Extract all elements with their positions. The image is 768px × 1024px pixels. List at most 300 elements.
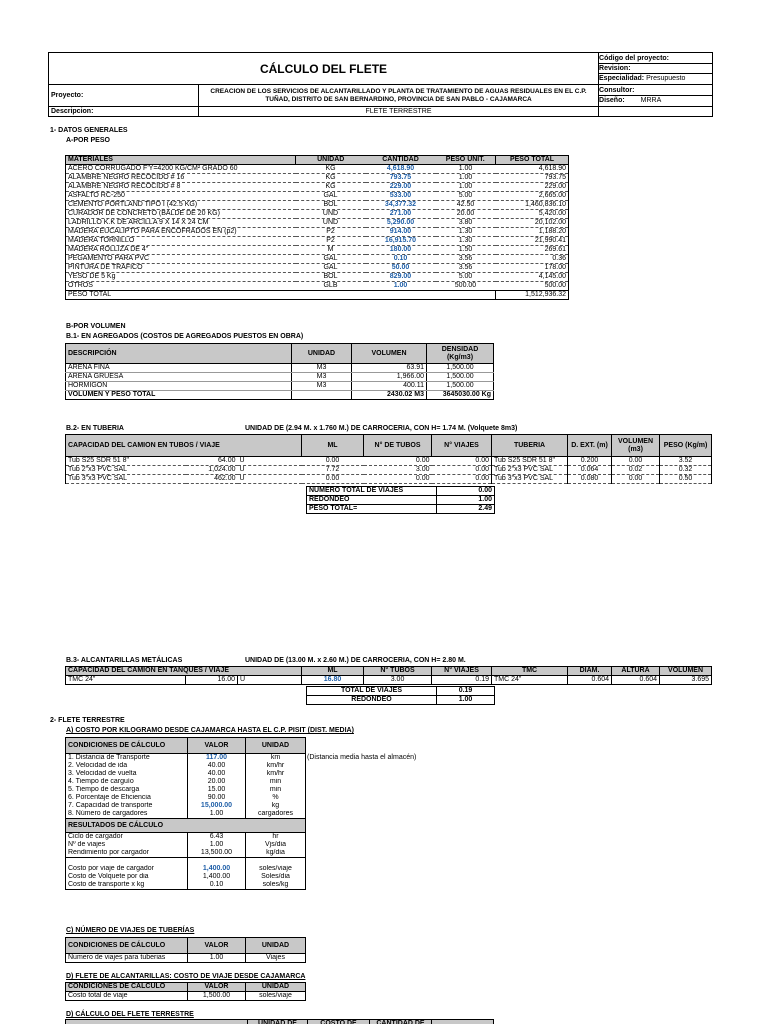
culvert-cost-table xyxy=(65,982,306,1001)
cell-volumen: 0.00 xyxy=(612,475,660,484)
cell-peso-unit: 3.56 xyxy=(436,264,496,273)
cell-peso-total: 793.75 xyxy=(496,174,569,183)
cell-unit: U xyxy=(238,466,302,475)
col-altura: ALTURA xyxy=(612,667,660,676)
cell-tubos: 3.00 xyxy=(364,466,432,475)
cell-viajes: 0.00 xyxy=(432,457,492,466)
cell-unit: U xyxy=(238,676,302,685)
pipe-trips-table xyxy=(65,937,306,963)
table-row xyxy=(66,237,569,246)
table-row xyxy=(66,873,306,881)
cell-label: 2. Velocidad de ida xyxy=(66,762,188,770)
sectionB2-title: B.2- EN TUBERIA xyxy=(66,425,124,432)
cell-tmc-name: TMC 24" xyxy=(66,676,186,685)
cell-capacity: 16.00 xyxy=(186,676,238,685)
cell-peso-total: 4,145.00 xyxy=(496,273,569,282)
col-peso-unit: PESO UNIT. xyxy=(436,156,496,165)
materials-body xyxy=(66,165,569,291)
cell-label: Numero de viajes para tuberias xyxy=(66,954,188,963)
table-row xyxy=(66,457,712,466)
table-row xyxy=(66,676,712,685)
table-row xyxy=(66,841,306,849)
table-row xyxy=(66,273,569,282)
col-densidad: DENSIDAD (Kg/m3) xyxy=(427,344,494,364)
cell-unit: cargadores xyxy=(246,810,306,819)
cell-value: 13,500.00 xyxy=(188,849,246,858)
cell-material: ALAMBRE NEGRO RECOCIDO # 8 xyxy=(66,183,296,192)
col-materiales: MATERIALES xyxy=(66,156,296,165)
col-unidad: UNIDAD xyxy=(296,156,366,165)
section2-a-title: A) COSTO POR KILOGRAMO DESDE CAJAMARCA HASTA EL C.P. PISIT (DIST. MEDIA) xyxy=(66,727,354,734)
total-viajes-label: TOTAL DE VIAJES xyxy=(307,687,437,696)
peso-total-value: 1,512,936.32 xyxy=(496,291,569,300)
especialidad-value: Presupuesto xyxy=(646,74,686,82)
col-unidad-de: UNIDAD DE xyxy=(248,1020,308,1024)
cell-altura: 0.604 xyxy=(612,676,660,685)
cell-label: 6. Porcentaje de Eficiencia xyxy=(66,794,188,802)
cell-material: PEGAMENTO PARA PVC xyxy=(66,255,296,264)
cell-label: Costo total de viaje xyxy=(66,992,188,1001)
table-row xyxy=(66,992,306,1001)
cell-value: 40.00 xyxy=(188,762,246,770)
cell-unit: U xyxy=(238,457,302,466)
cell-unidad: M3 xyxy=(292,373,352,382)
cell-value: 1.00 xyxy=(188,841,246,849)
section2-title: 2- FLETE TERRESTRE xyxy=(50,717,125,724)
cell-ml: 0.00 xyxy=(302,475,364,484)
cell-unit: soles/viaje xyxy=(246,865,306,873)
cell-value: 90.00 xyxy=(188,794,246,802)
cell-descripcion: ARENA GRUESA xyxy=(66,373,292,382)
proyecto-label: Proyecto: xyxy=(49,85,199,107)
table-row xyxy=(66,364,494,373)
cell-material: LADRILLO K.K DE ARCILLA 9 X 14 X 24 CM xyxy=(66,219,296,228)
table-row xyxy=(66,778,306,786)
cell-cantidad: 16,915.70 xyxy=(366,237,436,246)
cell-peso: 3.52 xyxy=(660,457,712,466)
cell-value: 1,400.00 xyxy=(188,865,246,873)
section2-d2-title: D) CÁLCULO DEL FLETE TERRESTRE xyxy=(66,1011,194,1018)
table-row xyxy=(66,475,712,484)
cell-material: YESO DE 5 Kg xyxy=(66,273,296,282)
cell-peso-unit: 5.00 xyxy=(436,192,496,201)
col-condiciones-d: CONDICIONES DE CÁLCULO xyxy=(66,983,188,992)
cell-peso-unit: 42.50 xyxy=(436,201,496,210)
cell-label: Costo por viaje de cargador xyxy=(66,865,188,873)
cell-cantidad: 5,290.00 xyxy=(366,219,436,228)
cell-tubos: 0.00 xyxy=(364,475,432,484)
cell-unit: soles/kg xyxy=(246,881,306,890)
cell-tuberia: Tub 2"x3 PVC SAL xyxy=(492,466,568,475)
cell-unidad: GAL xyxy=(296,255,366,264)
cell-material: MADERA TORNILLO xyxy=(66,237,296,246)
col-volumen-b2: VOLUMEN (m3) xyxy=(612,435,660,457)
cell-unidad: BOL xyxy=(296,201,366,210)
table-row xyxy=(66,228,569,237)
col-peso-total: PESO TOTAL xyxy=(496,156,569,165)
col-diam: DIAM. xyxy=(568,667,612,676)
cell-peso-total: 1,460,836.10 xyxy=(496,201,569,210)
col-descripcion: DESCRIPCIÓN xyxy=(66,344,292,364)
col-valor: VALOR xyxy=(188,738,246,754)
cell-peso: 0.32 xyxy=(660,466,712,475)
cell-volumen: 0.02 xyxy=(612,466,660,475)
cell-value: 40.00 xyxy=(188,770,246,778)
cell-unidad: M3 xyxy=(292,364,352,373)
cell-value: 1,400.00 xyxy=(188,873,246,881)
cell-ml: 16.80 xyxy=(302,676,364,685)
cell-peso-total: 1,188.20 xyxy=(496,228,569,237)
col-unidad-d: UNIDAD xyxy=(246,983,306,992)
table-row xyxy=(66,833,306,842)
cell-cantidad: 4,618.90 xyxy=(366,165,436,174)
materials-table xyxy=(65,155,569,300)
col-capacidad-b3: CAPACIDAD DEL CAMION EN TANQUES / VIAJE xyxy=(66,667,302,676)
cell-unidad: UND xyxy=(296,210,366,219)
cell-peso-unit: 500.00 xyxy=(436,282,496,291)
cell-peso-unit: 1.50 xyxy=(436,246,496,255)
section2-d-title: D) FLETE DE ALCANTARILLAS: COSTO DE VIAJE DESDE CAJAMARCA xyxy=(66,973,306,980)
cell-value: 6.43 xyxy=(188,833,246,842)
table-row xyxy=(66,382,494,391)
table-row xyxy=(66,201,569,210)
col-ml-b3: ML xyxy=(302,667,364,676)
cell-tubos: 0.00 xyxy=(364,457,432,466)
cell-peso-unit: 1.30 xyxy=(436,228,496,237)
pipes-body xyxy=(66,457,712,484)
section1-a-title: A-POR PESO xyxy=(66,137,110,144)
cell-material: MADERA EUCALIPTO PARA ENCOFRADOS EN (p2) xyxy=(66,228,296,237)
results-header: RESULTADOS DE CÁLCULO xyxy=(66,819,306,833)
freight-calc-table xyxy=(65,1019,494,1024)
cell-unidad: GAL xyxy=(296,264,366,273)
cell-unit: Soles/dia xyxy=(246,873,306,881)
cell-capacity: 64.00 xyxy=(186,457,238,466)
peso-total-label: PESO TOTAL xyxy=(66,291,496,300)
table-row xyxy=(66,865,306,873)
cell-unidad: P2 xyxy=(296,228,366,237)
col-unidad-c: UNIDAD xyxy=(246,738,306,754)
col-dext: D. EXT. (m) xyxy=(568,435,612,457)
cell-material: ALAMBRE NEGRO RECOCIDO # 16 xyxy=(66,174,296,183)
cell-material: CEMENTO PORTLAND TIPO I (42.5 KG) xyxy=(66,201,296,210)
cell-material: MADERA ROLLIZA DE 4" xyxy=(66,246,296,255)
sectionB3-subtitle: UNIDAD DE (13.00 M. x 2.60 M.) DE CARROCERIA, CON H= 2.80 M. xyxy=(245,657,466,664)
cell-peso-total: 2,665.00 xyxy=(496,192,569,201)
redondeo-value: 1.00 xyxy=(437,696,495,705)
sectionB3-title: B.3- ALCANTARILLAS METÁLICAS xyxy=(66,657,183,664)
cell-peso-unit: 1.30 xyxy=(436,237,496,246)
col-condiciones: CONDICIONES DE CÁLCULO xyxy=(66,738,188,754)
table-row xyxy=(66,881,306,890)
cell-peso-total: 229.00 xyxy=(496,183,569,192)
cell-value: 1,500.00 xyxy=(188,992,246,1001)
col-ml: ML xyxy=(302,435,364,457)
cell-densidad: 1,500.00 xyxy=(427,364,494,373)
cell-unit: min xyxy=(246,778,306,786)
cell-pipe-name: Tub 2"x3 PVC SAL xyxy=(66,466,186,475)
cell-unit: soles/viaje xyxy=(246,992,306,1001)
table-row xyxy=(66,255,569,264)
summary-value: 1.00 xyxy=(437,496,495,505)
table-row xyxy=(66,192,569,201)
cell-unit: Vjs/dia xyxy=(246,841,306,849)
col-condiciones-c: CONDICIONES DE CÁLCULO xyxy=(66,938,188,954)
cell-label: Ciclo de cargador xyxy=(66,833,188,842)
cell-tubos: 3.00 xyxy=(364,676,432,685)
cell-tmc: TMC 24" xyxy=(492,676,568,685)
cell-peso-total: 0.36 xyxy=(496,255,569,264)
table-row xyxy=(66,849,306,858)
col-costo-de: COSTO DE xyxy=(308,1020,370,1024)
cell-label: Costo de Volquete por dia xyxy=(66,873,188,881)
table-row xyxy=(66,246,569,255)
page-title: CÁLCULO DEL FLETE xyxy=(49,53,599,85)
col-unidad-c2: UNIDAD xyxy=(246,938,306,954)
cell-volumen: 63.91 xyxy=(352,364,427,373)
cell-unit: km/hr xyxy=(246,770,306,778)
cell-unidad: KG xyxy=(296,174,366,183)
table-row xyxy=(66,770,306,778)
cell-descripcion: ARENA FINA xyxy=(66,364,292,373)
cell-material: OTROS xyxy=(66,282,296,291)
cell-cantidad: 1.00 xyxy=(366,282,436,291)
redondeo-label: REDONDEO xyxy=(307,696,437,705)
cell-ml: 7.72 xyxy=(302,466,364,475)
summary-value: 0.00 xyxy=(437,487,495,496)
summary-row xyxy=(307,505,495,514)
cell-peso-total: 178.00 xyxy=(496,264,569,273)
cell-volumen: 1,966.00 xyxy=(352,373,427,382)
col-volumen-b3: VOLUMEN xyxy=(660,667,712,676)
cell-unidad: M xyxy=(296,246,366,255)
cell-descripcion: HORMIGON xyxy=(66,382,292,391)
table-row xyxy=(66,786,306,794)
cell-material: PINTURA DE TRAFICO xyxy=(66,264,296,273)
col-viajes: N° VIAJES xyxy=(432,435,492,457)
culverts-table xyxy=(65,666,712,685)
consultor-label: Consultor: xyxy=(599,86,712,96)
sectionB-title: B-POR VOLUMEN xyxy=(66,323,126,330)
cell-pipe-name: Tub S25 SDR 51 8" xyxy=(66,457,186,466)
cell-peso: 0.50 xyxy=(660,475,712,484)
summary-row xyxy=(307,496,495,505)
col-capacidad: CAPACIDAD DEL CAMION EN TUBOS / VIAJE xyxy=(66,435,302,457)
cell-peso-unit: 3.80 xyxy=(436,219,496,228)
col-cantidad: CANTIDAD xyxy=(366,156,436,165)
conditions-body xyxy=(66,754,306,819)
cell-unit: Viajes xyxy=(246,954,306,963)
cell-diam: 0.604 xyxy=(568,676,612,685)
col-tuberia: TUBERIA xyxy=(492,435,568,457)
col-peso-b2: PESO (Kg/m) xyxy=(660,435,712,457)
cell-densidad: 1,500.00 xyxy=(427,382,494,391)
cell-peso-unit: 1.00 xyxy=(436,183,496,192)
cell-unit: hr xyxy=(246,833,306,842)
diseno-value: MRRA xyxy=(640,96,662,104)
descripcion-text: FLETE TERRESTRE xyxy=(199,107,599,117)
cell-label: Costo de transporte x kg xyxy=(66,881,188,890)
cell-peso-unit: 5.00 xyxy=(436,273,496,282)
cell-cantidad: 271.00 xyxy=(366,210,436,219)
peso-total-b1: 3645030.00 Kg xyxy=(427,391,494,400)
summary-label: PESO TOTAL= xyxy=(307,505,437,514)
table-row xyxy=(66,373,494,382)
aggregates-table xyxy=(65,343,494,400)
cell-viajes: 0.00 xyxy=(432,475,492,484)
table-row xyxy=(66,264,569,273)
conditions-table xyxy=(65,737,306,890)
vol-total-label: VOLUMEN Y PESO TOTAL xyxy=(66,391,292,400)
cell-tuberia: Tub S25 SDR 51 8" xyxy=(492,457,568,466)
cell-peso-total: 20,102.00 xyxy=(496,219,569,228)
table-row xyxy=(66,165,569,174)
cell-value: 1.00 xyxy=(188,810,246,819)
pipes-summary-body xyxy=(307,487,495,514)
cell-viajes: 0.00 xyxy=(432,466,492,475)
col-cantidad-de: CANTIDAD DE xyxy=(370,1020,432,1024)
table-row xyxy=(66,219,569,228)
table-row xyxy=(66,810,306,819)
cell-cantidad: 180.00 xyxy=(366,246,436,255)
proyecto-text: CREACION DE LOS SERVICIOS DE ALCANTARILLADO Y PLANTA DE TRATAMIENTO DE AGUAS RESIDUALES EN EL C.P. TUÑAD, DISTRITO DE SAN BERNARDINO, PROVINCIA DE SAN PABLO - CAJAMARCA xyxy=(199,85,599,107)
cell-peso-total: 500.00 xyxy=(496,282,569,291)
table-row xyxy=(66,754,306,763)
cell-densidad: 1,500.00 xyxy=(427,373,494,382)
table-row xyxy=(66,183,569,192)
cell-label: 7. Capacidad de transporte xyxy=(66,802,188,810)
header-table xyxy=(48,52,713,117)
cell-value: 15,000.00 xyxy=(188,802,246,810)
cell-dext: 0.200 xyxy=(568,457,612,466)
cell-unit: km xyxy=(246,754,306,763)
cell-unidad: GLB xyxy=(296,282,366,291)
col-tubos-b3: N° TUBOS xyxy=(364,667,432,676)
table-row xyxy=(66,794,306,802)
cell-peso-total: 269.61 xyxy=(496,246,569,255)
table-row xyxy=(66,802,306,810)
table-row xyxy=(66,762,306,770)
table-row xyxy=(66,282,569,291)
table-row xyxy=(66,210,569,219)
total-viajes-value: 0.19 xyxy=(437,687,495,696)
cell-capacity: 1,024.00 xyxy=(186,466,238,475)
cell-volumen: 0.00 xyxy=(612,457,660,466)
cell-cantidad: 34,377.32 xyxy=(366,201,436,210)
cell-peso-unit: 3.56 xyxy=(436,255,496,264)
cell-pipe-name: Tub 3"x3 PVC SAL xyxy=(66,475,186,484)
cell-label: 3. Velocidad de vuelta xyxy=(66,770,188,778)
col-volumen: VOLUMEN xyxy=(352,344,427,364)
cell-cantidad: 533.00 xyxy=(366,192,436,201)
cell-unidad: KG xyxy=(296,165,366,174)
pipes-summary-table xyxy=(306,486,495,514)
cell-viajes: 0.19 xyxy=(432,676,492,685)
cell-unidad: KG xyxy=(296,183,366,192)
cell-cantidad: 793.75 xyxy=(366,174,436,183)
cell-tuberia: Tub 3"x3 PVC SAL xyxy=(492,475,568,484)
cell-unidad: BOL xyxy=(296,273,366,282)
summary-value: 2.49 xyxy=(437,505,495,514)
cell-unit: % xyxy=(246,794,306,802)
cell-capacity: 462.00 xyxy=(186,475,238,484)
cell-label: 8. Número de cargadores xyxy=(66,810,188,819)
col-valor-c: VALOR xyxy=(188,938,246,954)
codigo-label: Código del proyecto: xyxy=(599,54,712,64)
especialidad-label: Especialidad: xyxy=(599,74,645,82)
col-valor-d: VALOR xyxy=(188,983,246,992)
cell-value: 1.00 xyxy=(188,954,246,963)
cell-label: 5. Tiempo de descarga xyxy=(66,786,188,794)
revision-label: Revision: xyxy=(599,64,712,74)
diseno-label: Diseño: xyxy=(599,96,625,104)
table-row xyxy=(66,174,569,183)
cell-peso-unit: 1.00 xyxy=(436,165,496,174)
sectionB1-title: B.1- EN AGREGADOS (COSTOS DE AGREGADOS PUESTOS EN OBRA) xyxy=(66,333,304,340)
cell-material: ACERO CORRUGADO F'Y=4200 KG/CM² GRADO 60 xyxy=(66,165,296,174)
cell-unidad: M3 xyxy=(292,382,352,391)
section1-title: 1- DATOS GENERALES xyxy=(50,127,128,134)
cell-unit: U xyxy=(238,475,302,484)
summary-label: REDONDEO xyxy=(307,496,437,505)
descripcion-label: Descripcion: xyxy=(49,107,199,117)
cell-unit: km/hr xyxy=(246,762,306,770)
cell-label: Nº de viajes xyxy=(66,841,188,849)
cell-cantidad: 914.00 xyxy=(366,228,436,237)
col-viajes-b3: N° VIAJES xyxy=(432,667,492,676)
cell-value: 0.10 xyxy=(188,881,246,890)
cell-volumen: 400.11 xyxy=(352,382,427,391)
col-tubos: N° DE TUBOS xyxy=(364,435,432,457)
cell-dext: 0.064 xyxy=(568,466,612,475)
summary-row xyxy=(307,487,495,496)
section2-c-title: C) NÚMERO DE VIAJES DE TUBERÍAS xyxy=(66,927,195,934)
cell-label: Rendimiento por cargador xyxy=(66,849,188,858)
cell-volumen: 3.695 xyxy=(660,676,712,685)
cost-body xyxy=(66,865,306,890)
cell-label: 4. Tiempo de carguío xyxy=(66,778,188,786)
cell-cantidad: 229.00 xyxy=(366,183,436,192)
cell-peso-unit: 1.00 xyxy=(436,174,496,183)
cell-peso-total: 21,990.41 xyxy=(496,237,569,246)
cell-material: CURADOR DE CONCRETO (BALDE DE 20 KG) xyxy=(66,210,296,219)
cell-unidad: GAL xyxy=(296,192,366,201)
table-row xyxy=(66,954,306,963)
cell-peso-total: 4,618.90 xyxy=(496,165,569,174)
sectionB2-subtitle: UNIDAD DE (2.94 M. x 1.760 M.) DE CARROCERIA, CON H= 1.74 M. (Volquete 8m3) xyxy=(245,425,518,432)
cell-unidad: UND xyxy=(296,219,366,228)
vol-total-value: 2430.02 M3 xyxy=(352,391,427,400)
cell-unit: kg xyxy=(246,802,306,810)
culverts-summary-table xyxy=(306,686,495,705)
cell-unit: kg/dia xyxy=(246,849,306,858)
cell-peso-total: 5,420.00 xyxy=(496,210,569,219)
cell-cantidad: 829.00 xyxy=(366,273,436,282)
cell-label: 1. Distancia de Transporte xyxy=(66,754,188,763)
cell-value: 117.00 xyxy=(188,754,246,763)
table-row xyxy=(66,466,712,475)
cell-dext: 0.080 xyxy=(568,475,612,484)
summary-label: NUMERO TOTAL DE VIAJES xyxy=(307,487,437,496)
col-unidad-b1: UNIDAD xyxy=(292,344,352,364)
col-tmc: TMC xyxy=(492,667,568,676)
cell-value: 20.00 xyxy=(188,778,246,786)
aggregates-body xyxy=(66,364,494,391)
cell-ml: 0.00 xyxy=(302,457,364,466)
distance-note: (Distancia media hasta el almacén) xyxy=(307,754,417,761)
cell-cantidad: 50.00 xyxy=(366,264,436,273)
cell-value: 15.00 xyxy=(188,786,246,794)
